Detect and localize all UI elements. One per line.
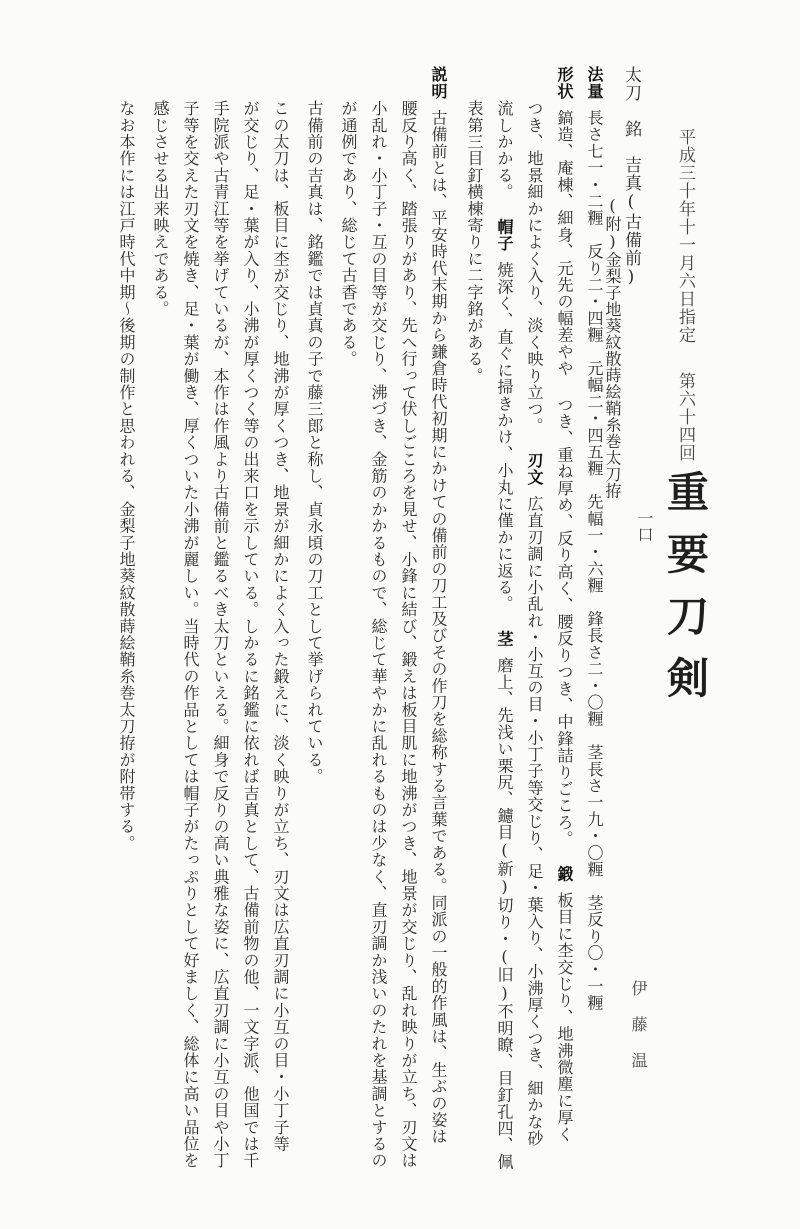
setsumei-line-4: が通例であり、総じて古香である。: [339, 100, 358, 368]
setsumei-text-1: 古備前とは、平安時代末期から鎌倉時代初期にかけての備前の刀工及びその作刀を総称する言葉である。同派の一般的作風は、生ぶの姿は: [429, 109, 448, 1145]
designation-date: 平成三十年十一月六日指定: [675, 128, 695, 344]
hoso-label: 法量: [585, 66, 604, 100]
work-type: 太刀: [621, 66, 641, 102]
setsumei-line-1: [430, 66, 446, 1145]
kitae-label: 鍛: [555, 865, 574, 882]
item-count: 一口: [635, 510, 654, 542]
setsumei-label: 説明: [429, 66, 448, 100]
mei-label: 銘: [621, 120, 641, 138]
paragraph-3-line-5: 感じさせる出来映えである。: [151, 100, 170, 318]
nakago-line-2: 表第三目釘横棟寄りに二字銘がある。: [465, 100, 484, 384]
author-name: 伊藤温: [629, 980, 648, 1088]
hoso-line: [586, 66, 602, 1011]
boshi-label: 帽子: [495, 218, 514, 252]
keijo-label: 形状: [555, 66, 574, 100]
kitae-hamon-line: [526, 100, 542, 1147]
hoso-text: 長さ七一・二糎 反り二・四糎 元幅二・四五糎 先幅一・六糎 鋒長さ二・〇糎 茎長さ一九・〇糎 茎反り〇・一糎: [585, 109, 604, 1012]
paragraph-2-line-1: 古備前の吉真は、銘鑑では貞真の子で藤三郎と称し、貞永頃の刀工として挙げられている。: [305, 100, 324, 785]
hamon-text-1: 広直刃調に小乱れ・小互の目・小丁子等交じり、足・葉入り、小沸厚くつき、細かな砂: [525, 495, 544, 1147]
attachment-line: (附)金梨子地葵紋散蒔絵鞘糸巻太刀拵: [603, 196, 622, 499]
mei-value: 吉真(古備前): [621, 156, 641, 288]
keijo-line: [556, 66, 572, 1142]
setsumei-line-2: 腰反り高く、踏張りがあり、先へ行って伏しごころを見せ、小鋒に結び、鍛えは板目肌に地沸がつき、地景が交じり、乱れ映りが立ち、刃文は: [399, 100, 418, 1169]
kitae-text-2: つき、地景細かによく入り、淡く映り立つ。: [525, 100, 544, 434]
keijo-text: 鎬造、庵棟、細身、元先の幅差やや つき、重ね厚め、反り高く、腰反りつき、中鋒詰りごころ。: [555, 109, 574, 848]
page-title: 重要刀剣: [661, 470, 710, 718]
nakago-text-1: 磨上、先浅い栗尻、鑢目(新)切り・(旧)不明瞭、目釘孔四、佩: [495, 657, 514, 1171]
paragraph-3-line-4: 子等を交えた刃文を焼き、足・葉が働き、厚くついた小沸が麗しい。当時代の作品としては帽子がたっぷりとして好ましく、総体に高い品位を: [181, 100, 200, 1169]
session-number: 第六十四回: [675, 372, 695, 462]
nakago-label: 茎: [495, 630, 514, 648]
setsumei-line-3: 小乱れ・小丁子・互の目等が交じり、沸づき、金筋のかかるもので、総じて華やかに乱れるものは少なく、直刃調か浅いのたれを基調とするの: [369, 100, 388, 1169]
paragraph-3-line-1: この太刀は、板目に杢が交じり、地沸が厚くつき、地景が細かによく入った鍛えに、淡く映りが立ち、刃文は広直刃調に小互の目・小丁子等: [271, 100, 290, 1153]
boshi-text: 焼深く、直ぐに掃きかけ、小丸に僅かに返る。: [495, 261, 514, 613]
hamon-boshi-line: [496, 100, 512, 1170]
paragraph-3-line-2: が交じり、足・葉が入り、小沸が厚くつく等の出来口を示している。しかるに銘鑑に依れば吉真として、古備前物の他、一文字派、他国では千: [241, 100, 260, 1169]
paragraph-3-line-3: 手院派や古青江等を挙げているが、本作は作風より古備前と鑑るべき太刀といえる。細身で反りの高い典雅な姿に、広直刃調に小互の目や小丁: [211, 100, 230, 1169]
kitae-text-1: 板目に杢交じり、地沸微塵に厚く: [555, 891, 574, 1143]
hamon-text-2: 流しかかる。: [495, 100, 514, 201]
paragraph-4-line-1: なお本作には江戸時代中期～後期の制作と思われる、金梨子地葵紋散蒔絵鞘糸巻太刀拵が附帯する。: [117, 100, 136, 852]
hamon-label: 刃文: [525, 452, 544, 486]
work-line: [622, 66, 639, 288]
